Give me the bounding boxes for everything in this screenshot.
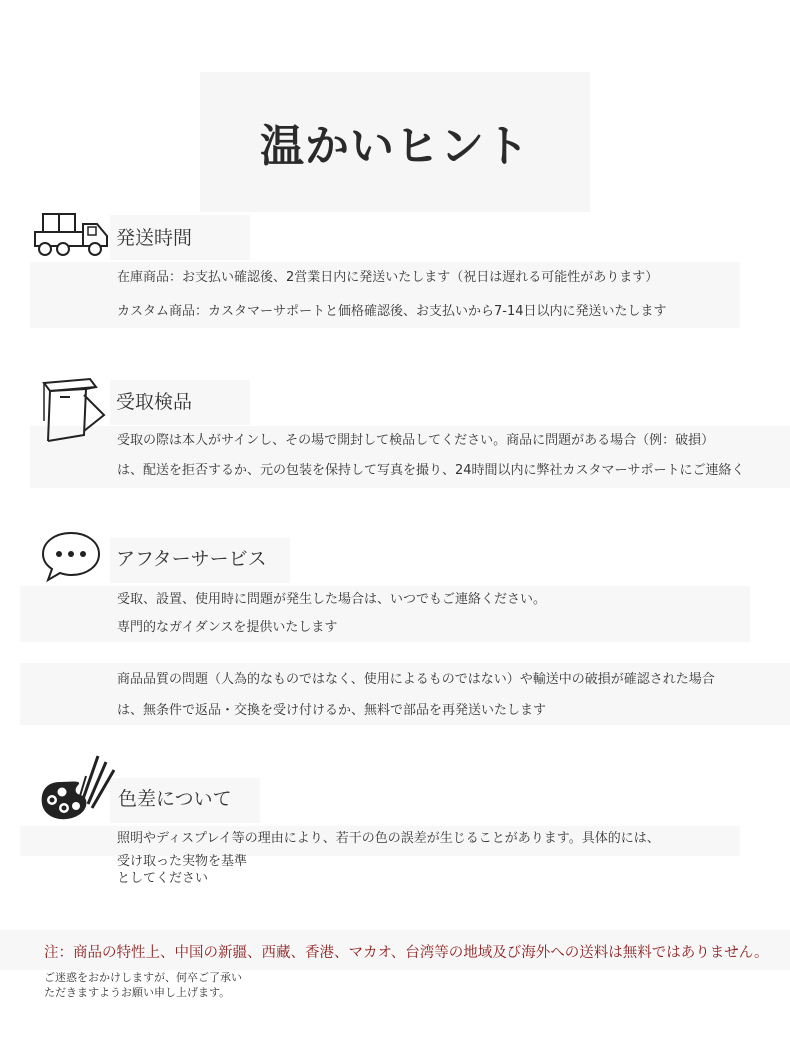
shipping-line-1: 在庫商品：お支払い確認後、2営業日内に発送いたします（祝日は遅れる可能性があります） [117,270,659,285]
title-block [200,72,590,212]
chat-bubble-icon [40,530,102,582]
shipping-line-2: カスタム商品：カスタマーサポートと価格確認後、お支払いから7-14日以内に発送いたします [117,304,667,319]
color-line-2: 受け取った実物を基準 [117,854,248,869]
after-service-line-3: 商品品質の問題（人為的なものではなく、使用によるものではない）や輸送中の破損が確認された場合 [117,672,715,687]
receiving-line-1: 受取の際は本人がサインし、その場で開封して検品してください。商品に問題がある場合（例：破損） [117,433,715,448]
section-heading-shipping: 発送時間 [116,227,193,249]
section-heading-after-service: アフターサービス [116,548,267,570]
paint-palette-icon [38,752,116,824]
page-title: 温かいヒント [260,121,530,172]
shipping-fee-note: 注：商品の特性上、中国の新疆、西藏、香港、マカオ、台湾等の地域及び海外への送料は無料ではありません。 [44,945,769,961]
section-heading-color: 色差について [118,788,232,810]
after-service-line-1: 受取、設置、使用時に問題が発生した場合は、いつでもご連絡ください。 [117,592,547,607]
after-service-line-2: 専門的なガイダンスを提供いたします [117,620,338,635]
apology-note-line-2: ただきますようお願い申し上げます。 [44,986,231,999]
receiving-line-2: は、配送を拒否するか、元の包装を保持して写真を撮り、24時間以内に弊社カスタマーサポートにご連絡く [117,463,745,478]
apology-note-line-1: ご迷惑をおかけしますが、何卒ご了承い [44,971,242,984]
section-heading-receiving: 受取検品 [116,391,193,413]
color-line-3: としてください [117,871,209,886]
truck-icon [33,210,113,258]
color-line-1: 照明やディスプレイ等の理由により、若干の色の誤差が生じることがあります。具体的には、 [117,831,660,846]
after-service-line-4: は、無条件で返品・交換を受け付けるか、無料で部品を再発送いたします [117,703,547,718]
box-icon [40,375,108,445]
